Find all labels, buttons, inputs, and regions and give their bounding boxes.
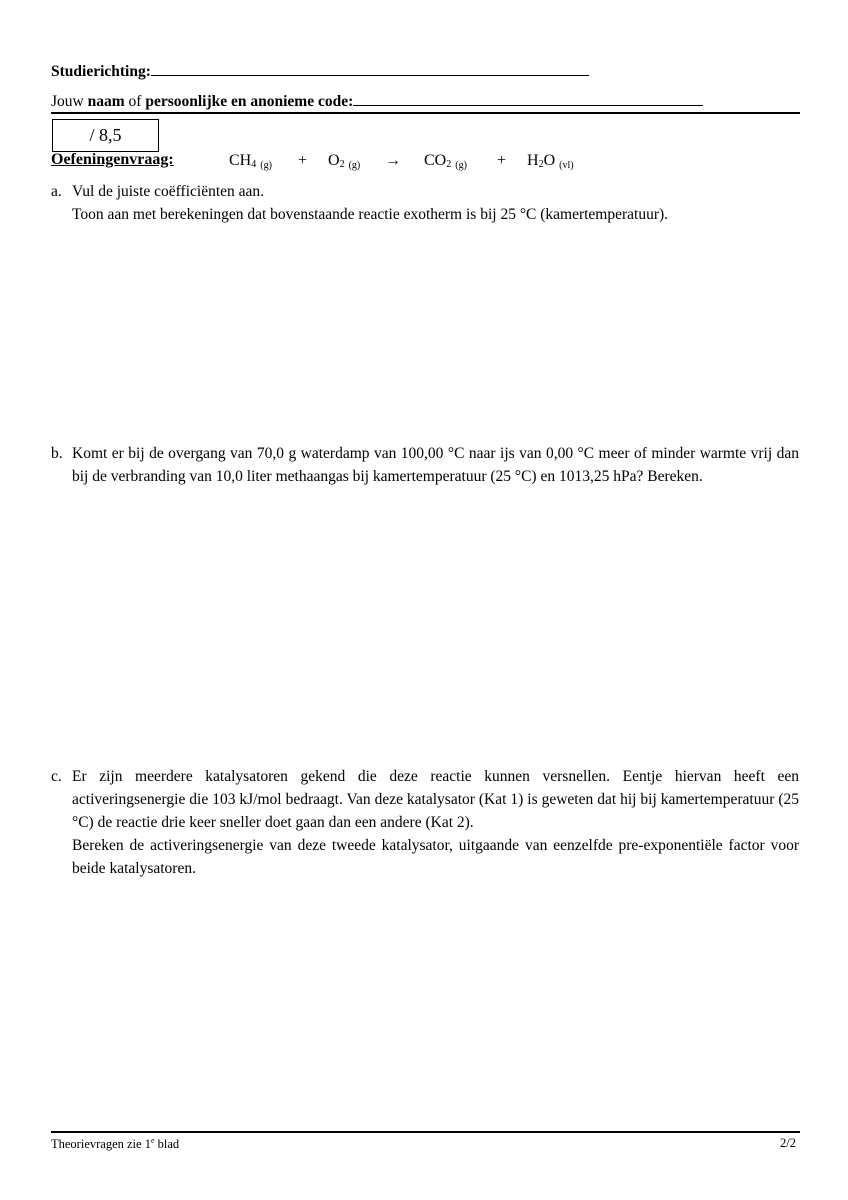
- question-c-paragraph-1: Er zijn meerdere katalysatoren gekend die deze reactie kunnen versnellen. Eentje hiervan heeft een activeringsenergie die 103 kJ/mol bedraagt. Van deze katalysator (Kat 1) is geweten dat hij bij kamertemperatuur (25 °C) de reactie drie keer sneller doet gaan dan een andere (Kat 2).: [72, 768, 799, 831]
- page-number: 2/2: [780, 1136, 796, 1150]
- question-b-label: b.: [51, 445, 63, 462]
- naam-label: naam: [87, 93, 125, 110]
- question-a-line-1: Vul de juiste coëfficiënten aan.: [72, 183, 265, 200]
- header-divider: [51, 112, 800, 114]
- question-c-paragraph-2: Bereken de activeringsenergie van deze tweede katalysator, uitgaande van eenzelfde pre-exponentiële factor voor beide katalysatoren.: [72, 837, 799, 877]
- score-box: [52, 119, 159, 152]
- reactant-ch4: $CH_4$ (g): [229, 152, 272, 171]
- naam-blank[interactable]: [353, 91, 703, 106]
- reaction-arrow: →: [385, 152, 401, 169]
- studierichting-label: Studierichting:: [51, 63, 151, 80]
- question-c: [51, 765, 799, 880]
- question-c-label: c.: [51, 768, 62, 785]
- product-co2: $CO_2$ (g): [424, 152, 467, 171]
- product-h2o: $H_2O$ (vl): [527, 152, 574, 171]
- question-a-line-2: Toon aan met berekeningen dat bovenstaande reactie exotherm is bij 25 °C (kamertemperatuur).: [72, 206, 669, 223]
- score-text: / 8,5: [89, 125, 122, 145]
- plus-sign-2: +: [497, 152, 507, 169]
- studierichting-blank[interactable]: [151, 61, 589, 76]
- naam-prefix: Jouw: [51, 93, 88, 110]
- naam-field[interactable]: [51, 91, 703, 111]
- footer-divider: [51, 1131, 800, 1133]
- code-label: persoonlijke en anonieme code:: [145, 93, 354, 110]
- question-b-text: Komt er bij de overgang van 70,0 g waterdamp van 100,00 °C naar ijs van 0,00 °C meer of minder warmte vrij dan bij de verbranding van 10,0 liter methaangas bij kamertemperatuur (25 °C) en 1013,25 hPa? Bereken.: [72, 445, 799, 485]
- plus-sign: +: [298, 152, 308, 169]
- question-b: [51, 442, 799, 488]
- naam-mid: of: [124, 93, 146, 110]
- reactant-o2: $O_2$ (g): [328, 152, 361, 171]
- question-a: [51, 180, 799, 226]
- studierichting-field[interactable]: [51, 61, 589, 81]
- exercise-heading: Oefeningenvraag:: [51, 151, 174, 168]
- footer-note: Theorievragen zie 1e blad: [51, 1136, 180, 1152]
- question-a-label: a.: [51, 183, 62, 200]
